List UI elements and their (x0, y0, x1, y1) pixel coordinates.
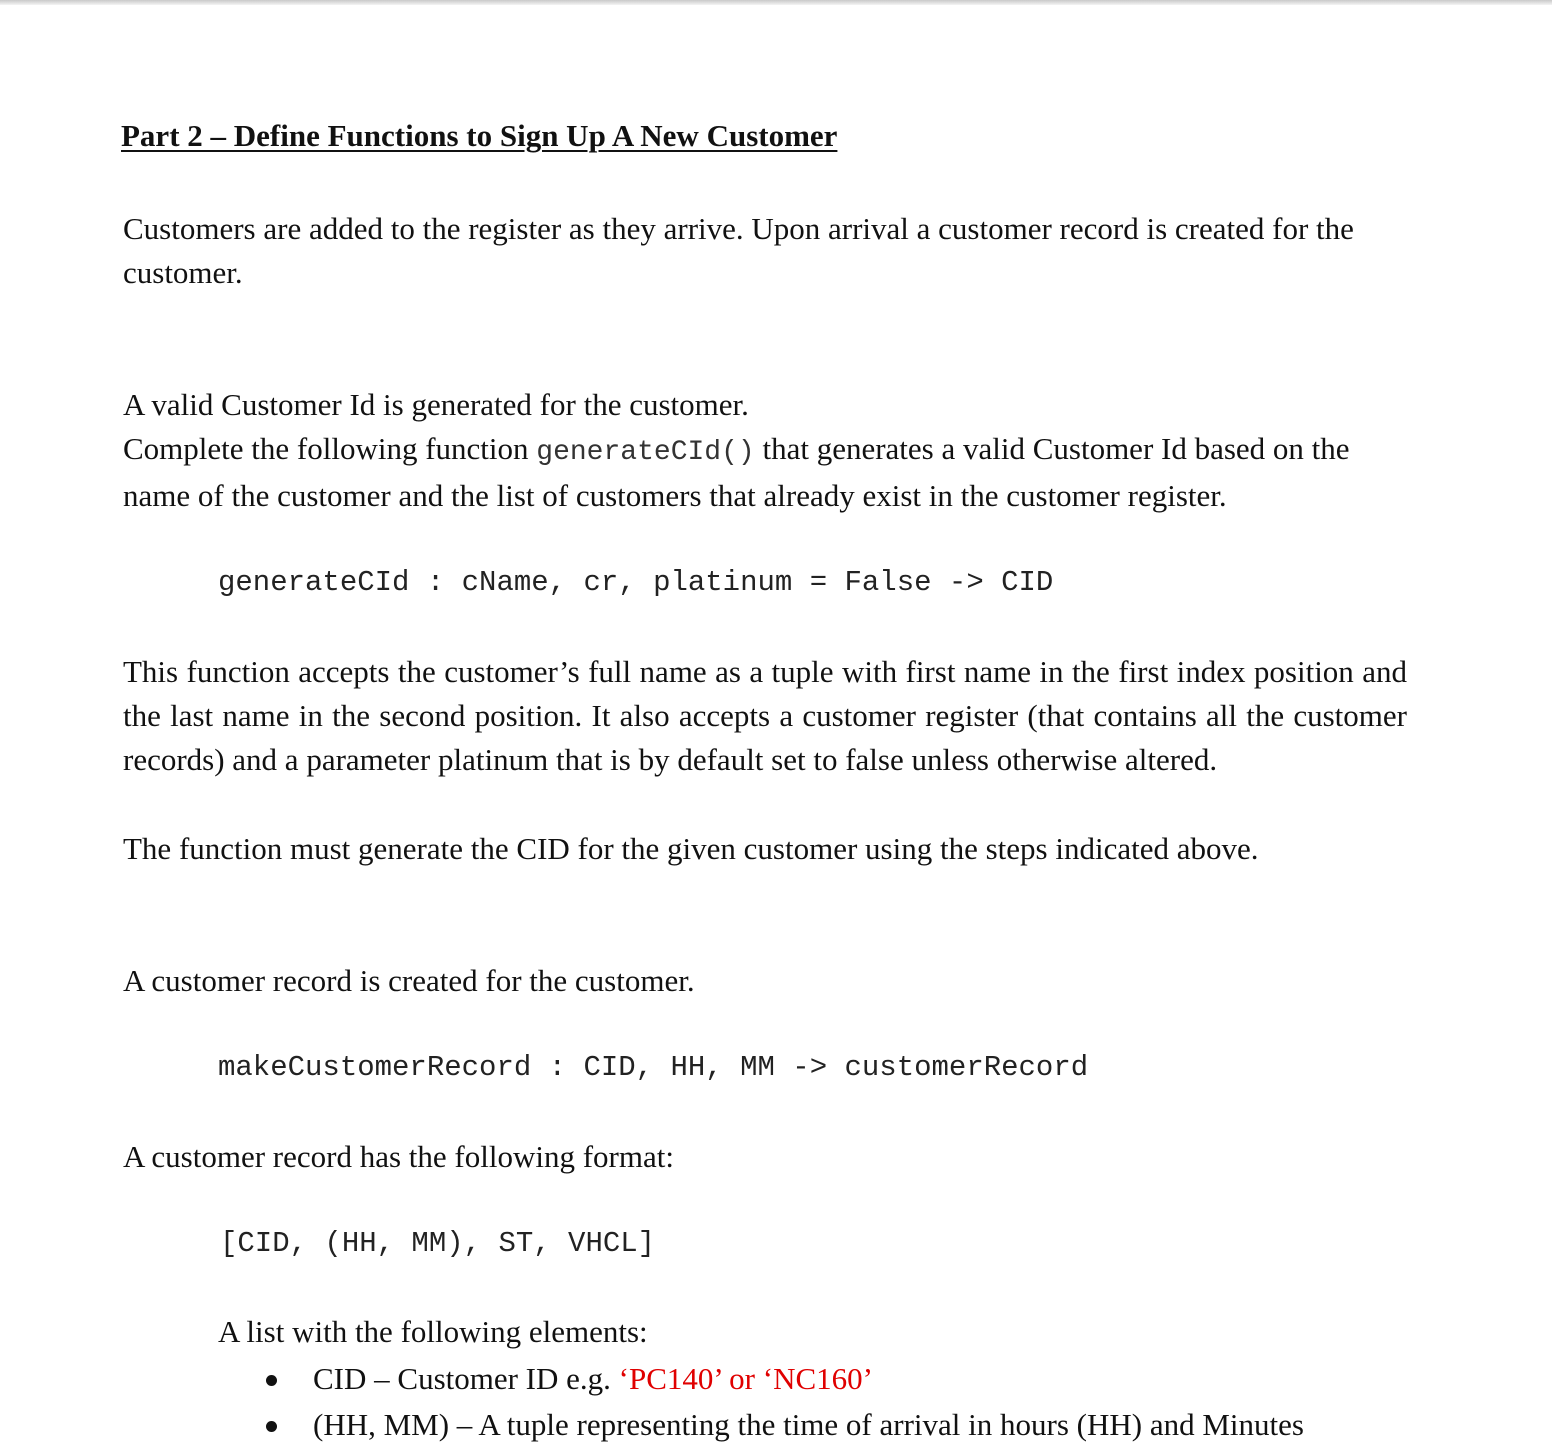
record-format: [CID, (HH, MM), ST, VHCL] (220, 1227, 656, 1260)
element-list-intro: A list with the following elements: (218, 1314, 648, 1349)
section-heading: Part 2 – Define Functions to Sign Up A New Customer (121, 118, 838, 153)
cid-example: ‘PC140’ or ‘NC160’ (618, 1361, 873, 1396)
record-intro: A customer record is created for the customer. (123, 963, 695, 998)
intro-line-2: customer. (123, 255, 243, 290)
inline-code-generate-cid: generateCId() (536, 437, 755, 468)
cid-instruction-text-end: that generates a valid Customer Id based on the (754, 431, 1350, 466)
bullet-dot-icon (266, 1375, 277, 1386)
generate-cid-signature: generateCId : cName, cr, platinum = False -> CID (218, 566, 1054, 599)
cid-intro: A valid Customer Id is generated for the customer. (123, 387, 749, 422)
cid-instruction (123, 427, 1350, 475)
intro-line-1: Customers are added to the register as they arrive. Upon arrival a customer record is created for the (123, 211, 1354, 246)
cid-steps-note: The function must generate the CID for the given customer using the steps indicated above. (123, 831, 1259, 866)
cid-instruction-text: Complete the following function (123, 431, 537, 466)
record-format-intro: A customer record has the following format: (123, 1139, 674, 1174)
generate-cid-description: This function accepts the customer’s full name as a tuple with first name in the first index position and the last name in the second position. It also accepts a customer register (that contains all the customer records) and a parameter platinum that is by default set to false unless otherwise altered. (123, 654, 1407, 777)
bullet-dot-icon (266, 1421, 277, 1432)
cid-instruction-line-3: name of the customer and the list of customers that already exist in the customer register. (123, 478, 1227, 513)
bullet-item-time: (HH, MM) – A tuple representing the time of arrival in hours (HH) and Minutes (313, 1407, 1304, 1442)
bullet-item-cid-text: CID – Customer ID e.g. (313, 1361, 619, 1396)
bullet-item-cid (313, 1357, 873, 1401)
make-record-signature: makeCustomerRecord : CID, HH, MM -> customerRecord (218, 1051, 1089, 1084)
